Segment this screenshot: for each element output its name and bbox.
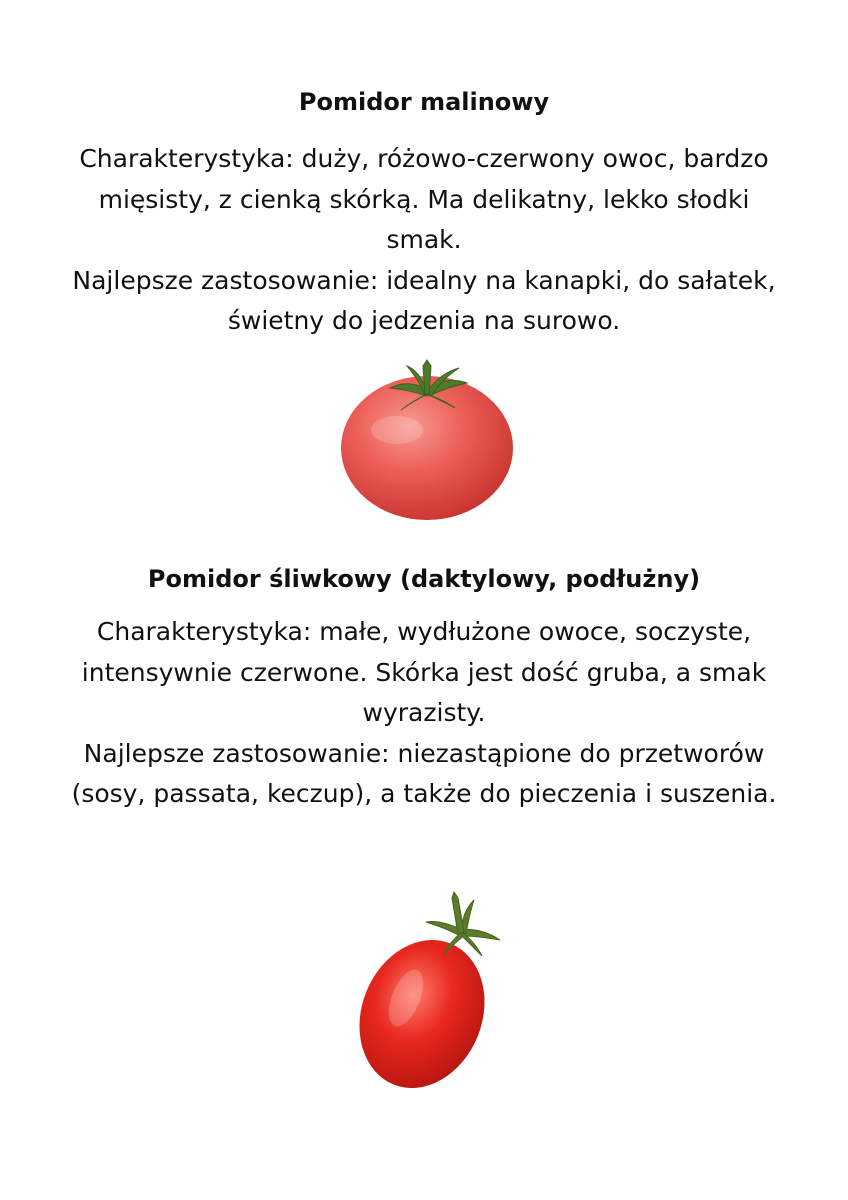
characteristics-text: Charakterystyka: małe, wydłużone owoce, soczyste, intensywnie czerwone. Skórka jest dość gruba, a smak wyrazisty. xyxy=(81,617,767,727)
section-sliwkowy-description xyxy=(0,612,848,815)
round-tomato-icon xyxy=(335,352,520,524)
description-paragraph xyxy=(0,139,848,342)
plum-tomato-icon xyxy=(350,886,510,1091)
best-use-text: Najlepsze zastosowanie: idealny na kanapki, do sałatek, świetny do jedzenia na surowo. xyxy=(72,265,776,335)
tomato-body xyxy=(341,376,513,520)
section-sliwkowy-title-block xyxy=(0,563,848,595)
characteristics-text: Charakterystyka: duży, różowo-czerwony owoc, bardzo mięsisty, z cienką skórką. Ma delikatny, lekko słodki smak. xyxy=(79,144,769,254)
section-malinowy-description xyxy=(0,139,848,342)
section-title: Pomidor śliwkowy (daktylowy, podłużny) xyxy=(147,565,701,593)
best-use-text: Najlepsze zastosowanie: niezastąpione do przetworów (sosy, passata, keczup), a także do pieczenia i suszenia. xyxy=(71,738,777,808)
tomato-body xyxy=(350,921,506,1091)
description-paragraph xyxy=(0,612,848,815)
section-malinowy-title-block xyxy=(0,86,848,118)
section-title: Pomidor malinowy xyxy=(298,88,550,116)
